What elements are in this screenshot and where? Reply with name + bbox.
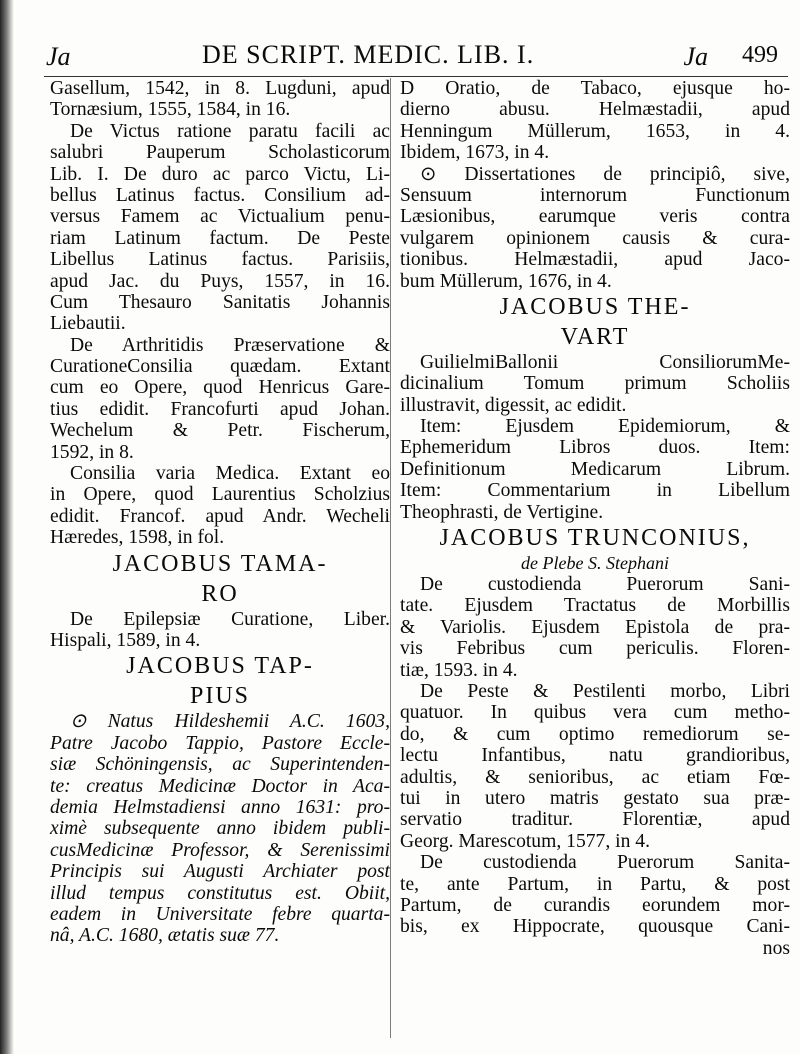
left-column xyxy=(50,78,390,947)
text-line: & Variolis. Ejusdem Epistola de pra- xyxy=(400,616,790,638)
text-line: Hæredes, 1598, in fol. xyxy=(50,527,225,549)
text-line: Cum Thesauro Sanitatis Johannis xyxy=(50,291,390,313)
entry-heading: VART xyxy=(560,323,630,350)
entry-heading: JACOBUS THE- xyxy=(499,293,691,320)
text-line: illustravit, digessit, ac edidit. xyxy=(400,394,627,416)
entry-subheading: de Plebe S. Stephani xyxy=(521,553,669,574)
text-line: tionibus. Helmæstadii, apud Jaco- xyxy=(400,249,790,271)
text-line: bis, ex Hippocrate, quousque Cani- xyxy=(400,916,790,938)
header-catchword-right: Ja xyxy=(683,42,708,71)
page-number: 499 xyxy=(742,42,778,68)
text-line: edidit. Francof. apud Andr. Wecheli xyxy=(50,505,390,527)
text-line: ⊙ Natus Hildeshemii A.C. 1603, xyxy=(70,711,390,733)
catchword: nos xyxy=(762,937,790,959)
text-line: Theophrasti, de Vertigine. xyxy=(400,501,604,523)
text-line: vulgarem opinionem causis & cura- xyxy=(400,227,790,249)
text-line: tiæ, 1593. in 4. xyxy=(400,659,518,681)
header-title: DE SCRIPT. MEDIC. LIB. I. xyxy=(202,40,535,69)
text-line: cusMedicinæ Professor, & Serenissimi xyxy=(50,839,390,861)
text-line: Gasellum, 1542, in 8. Lugduni, apud xyxy=(50,78,390,99)
text-line: dierno abusu. Helmæstadii, apud xyxy=(400,99,790,121)
text-line: Tornæsium, 1555, 1584, in 16. xyxy=(50,99,291,121)
text-line: apud Jac. du Puys, 1557, in 16. xyxy=(50,270,390,292)
text-line: Lib. I. De duro ac parco Victu, Li- xyxy=(50,163,390,185)
binding-gutter-shadow xyxy=(0,0,14,1054)
text-line: Sensuum internorum Functionum xyxy=(400,184,790,206)
text-line: Partum, de curandis eorundem mor- xyxy=(400,894,790,916)
text-line: versus Famem ac Victualium penu- xyxy=(50,206,390,228)
text-line: ⊙ Dissertationes de principiô, sive, xyxy=(420,163,790,185)
text-line: illud tempus constitutus est. Obiit, xyxy=(50,882,390,904)
text-line: 1592, in 8. xyxy=(50,441,134,463)
running-header xyxy=(40,34,780,71)
text-line: De custodienda Puerorum Sani- xyxy=(420,574,790,596)
text-line: Henningum Müllerum, 1653, in 4. xyxy=(400,120,790,142)
text-line: do, & cum optimo remediorum se- xyxy=(400,723,790,745)
text-line: bellus Latinus factus. Consilium ad- xyxy=(50,184,390,206)
text-line: te, ante Partum, in Partu, & post xyxy=(400,873,790,895)
text-line: quatuor. In quibus vera cum metho- xyxy=(400,702,790,724)
text-line: GuilielmiBallonii ConsiliorumMe- xyxy=(420,351,790,373)
entry-heading: RO xyxy=(201,580,239,607)
text-line: Ephemeridum Libros duos. Item: xyxy=(400,437,790,459)
text-line: D Oratio, de Tabaco, ejusque ho- xyxy=(400,78,790,99)
header-catchword-left: Ja xyxy=(46,42,71,71)
text-line: riam Latinum factum. De Peste xyxy=(50,227,390,249)
text-line: Item: Ejusdem Epidemiorum, & xyxy=(420,416,790,438)
text-line: Hispali, 1589, in 4. xyxy=(50,629,201,651)
text-line: Ibidem, 1673, in 4. xyxy=(400,142,550,164)
text-line: eadem in Universitate febre quarta- xyxy=(50,903,390,925)
text-line: Georg. Marescotum, 1577, in 4. xyxy=(400,830,650,852)
text-line: De Arthritidis Præservatione & xyxy=(70,334,390,356)
text-line: tius edidit. Francofurti apud Johan. xyxy=(50,398,390,420)
text-line: vis Febribus cum periculis. Floren- xyxy=(400,638,790,660)
column-divider xyxy=(390,78,391,1038)
text-line: lectu Infantibus, natu grandioribus, xyxy=(400,745,790,767)
text-line: ximè subsequente anno ibidem publi- xyxy=(50,818,390,840)
text-line: dicinalium Tomum primum Scholiis xyxy=(400,373,790,395)
text-line: tate. Ejusdem Tractatus de Morbillis xyxy=(400,595,790,617)
text-line: Wechelum & Petr. Fischerum, xyxy=(50,420,390,442)
text-line: Definitionum Medicarum Librum. xyxy=(400,458,790,480)
text-line: De Peste & Pestilenti morbo, Libri xyxy=(420,680,790,702)
right-column xyxy=(400,78,790,959)
text-line: Item: Commentarium in Libellum xyxy=(400,480,790,502)
text-line: bum Müllerum, 1676, in 4. xyxy=(400,270,612,292)
text-line: tui in utero matris gestato sua præ- xyxy=(400,787,790,809)
text-line: salubri Pauperum Scholasticorum xyxy=(50,142,390,164)
text-line: Læsionibus, earumque veris contra xyxy=(400,206,790,228)
text-line: te: creatus Medicinæ Doctor in Aca- xyxy=(50,775,390,797)
text-line: CurationeConsilia quædam. Extant xyxy=(50,356,390,378)
text-line: De Epilepsiæ Curatione, Liber. xyxy=(70,608,390,630)
text-line: Patre Jacobo Tappio, Pastore Eccle- xyxy=(50,732,390,754)
text-line: Libellus Latinus factus. Parisiis, xyxy=(50,249,390,271)
text-line: servatio traditur. Florentiæ, apud xyxy=(400,809,790,831)
text-line: Liebautii. xyxy=(50,313,126,335)
text-line: in Opere, quod Laurentius Scholzius xyxy=(50,484,390,506)
text-line: cum eo Opere, quod Henricus Gare- xyxy=(50,377,390,399)
entry-heading: JACOBUS TAP- xyxy=(126,653,314,680)
text-line: Consilia varia Medica. Extant eo xyxy=(70,463,390,485)
text-line: De Victus ratione paratu facili ac xyxy=(70,120,390,142)
text-line: nâ, A.C. 1680, ætatis suæ 77. xyxy=(50,925,280,947)
text-line: Principis sui Augusti Archiater post xyxy=(50,861,390,883)
text-line: siæ Schöningensis, ac Superintenden- xyxy=(50,754,390,776)
entry-heading: JACOBUS TAMA- xyxy=(112,550,328,577)
text-line: De custodienda Puerorum Sanita- xyxy=(420,852,790,874)
text-line: demia Helmstadiensi anno 1631: pro- xyxy=(50,796,390,818)
entry-heading: PIUS xyxy=(189,683,251,710)
text-line: adultis, & senioribus, ac etiam Fœ- xyxy=(400,766,790,788)
header-rule xyxy=(44,76,788,77)
entry-heading: JACOBUS TRUNCONIUS, xyxy=(439,525,751,552)
